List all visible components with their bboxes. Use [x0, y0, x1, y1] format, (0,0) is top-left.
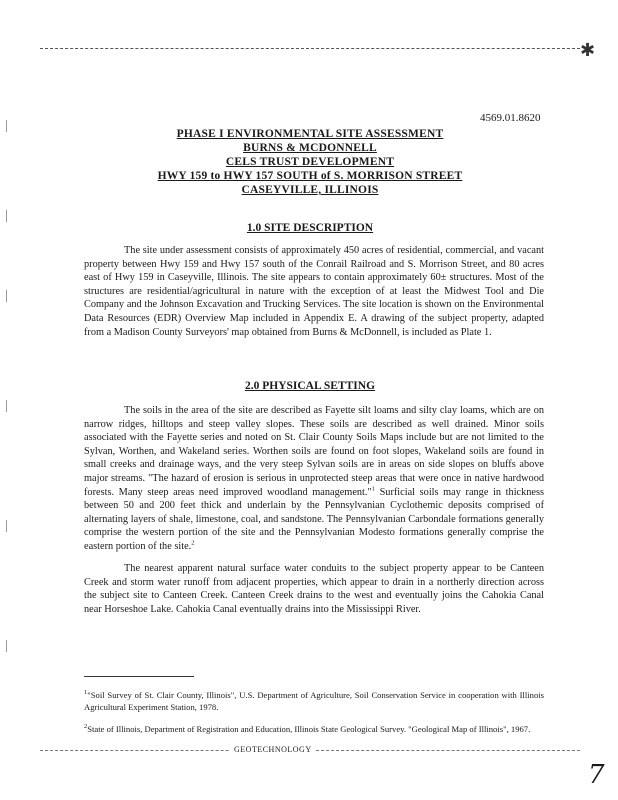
footnote-ref-2: 2 — [191, 539, 195, 547]
footnote-text: "Soil Survey of St. Clair County, Illinois", U.S. Department of Agriculture, Soil Conservation Service in cooperation with Illinois Agricultural Experiment Station, 1978. — [84, 690, 544, 712]
section-heading-physical-setting: 2.0 PHYSICAL SETTING — [244, 380, 376, 392]
physical-setting-paragraph-2 — [84, 562, 544, 616]
margin-mark — [6, 290, 17, 302]
footnote-1 — [84, 690, 544, 713]
header-rule — [40, 48, 580, 49]
footer-company: GEOTECHNOLOGY — [230, 745, 316, 754]
title-line-4: HWY 159 to HWY 157 SOUTH of S. MORRISON STREET — [157, 170, 463, 182]
footnote-number: 2 — [84, 723, 88, 731]
footnote-2 — [84, 724, 544, 736]
site-description-text: The site under assessment consists of approximately 450 acres of residential, commercial, and vacant property between Hwy 159 and Hwy 157 south of the Conrail Railroad and S. Morrison Street, and 80 acres east of Hwy 159 in Caseyville, Illinois. The site appears to contain approximately 60± structures. Most of the structures are residential/agricultural in nature with the exception of at least the Midwest Tool and Die Company and the Johnson Excavation and Trucking Services. The site location is shown on the Environmental Data Resources (EDR) Overview Map included in Appendix E. A drawing of the subject property, adapted from a Madison County Surveyors' map obtained from Burns & McDonnell, is included as Plate 1. — [84, 245, 544, 338]
margin-mark — [6, 120, 17, 132]
footnote-number: 1 — [84, 689, 88, 697]
title-line-3: CELS TRUST DEVELOPMENT — [225, 156, 395, 168]
footnote-rule — [84, 676, 194, 677]
margin-mark — [6, 640, 17, 652]
title-line-5: CASEYVILLE, ILLINOIS — [241, 184, 379, 196]
soils-text-part-2: Surficial soils may range in thickness between 50 and 200 feet thick and underlain by the Pennsylvanian Cyclothemic deposits comprised of alternating layers of shale, limestone, coal, and sandstone. The Pennsylvanian Carbondale formations generally comprise the western portion of the site and the Pennsylvanian Modesto formations generally comprise the eastern portion of the site. — [84, 486, 545, 552]
site-description-paragraph — [84, 244, 544, 339]
margin-mark — [6, 520, 17, 532]
footnote-text: State of Illinois, Department of Registration and Education, Illinois State Geological Survey. "Geological Map of Illinois", 1967. — [87, 724, 531, 734]
footnote-ref-1: 1 — [371, 485, 375, 493]
title-line-2: BURNS & MCDONNELL — [243, 142, 377, 154]
margin-mark — [6, 210, 17, 222]
page-number: 7 — [588, 760, 605, 790]
soils-text-part-1: The soils in the area of the site are described as Fayette silt loams and silty clay loams, which are on narrow ridges, hilltops and steep valley slopes. These soils are described as well drained. Minor soils associated with the Fayette series and noted on St. Clair County Soils Maps include but are not limited to the Sylvan, Worthen, and Wakeland series. Worthen soils are found on foot slopes, Wakeland soils are found in small creeks and drainage ways, and the very steep Sylvan soils are in areas on side slopes on bluffs above major streams. "The hazard of erosion is serious in unprotected steep areas that were once in native hardwood forests. Many steep areas need improved woodland management." — [84, 405, 544, 498]
document-number: 4569.01.8620 — [480, 112, 541, 124]
surface-water-text: The nearest apparent natural surface water conduits to the subject property appear to be Canteen Creek and storm water runoff from adjacent properties, which appear to drain in a northerly direction across the subject site to Canteen Creek. Canteen Creek drains to the west and eventually joins the Cahokia Canal near Horseshoe Lake. Cahokia Canal eventually drains into the Mississippi River. — [84, 563, 544, 615]
physical-setting-paragraph-1 — [84, 404, 544, 554]
title-line-1: PHASE I ENVIRONMENTAL SITE ASSESSMENT — [176, 128, 444, 140]
section-heading-site-description: 1.0 SITE DESCRIPTION — [246, 222, 374, 234]
punch-hole-icon: ✱ — [580, 40, 596, 60]
margin-mark — [6, 400, 17, 412]
